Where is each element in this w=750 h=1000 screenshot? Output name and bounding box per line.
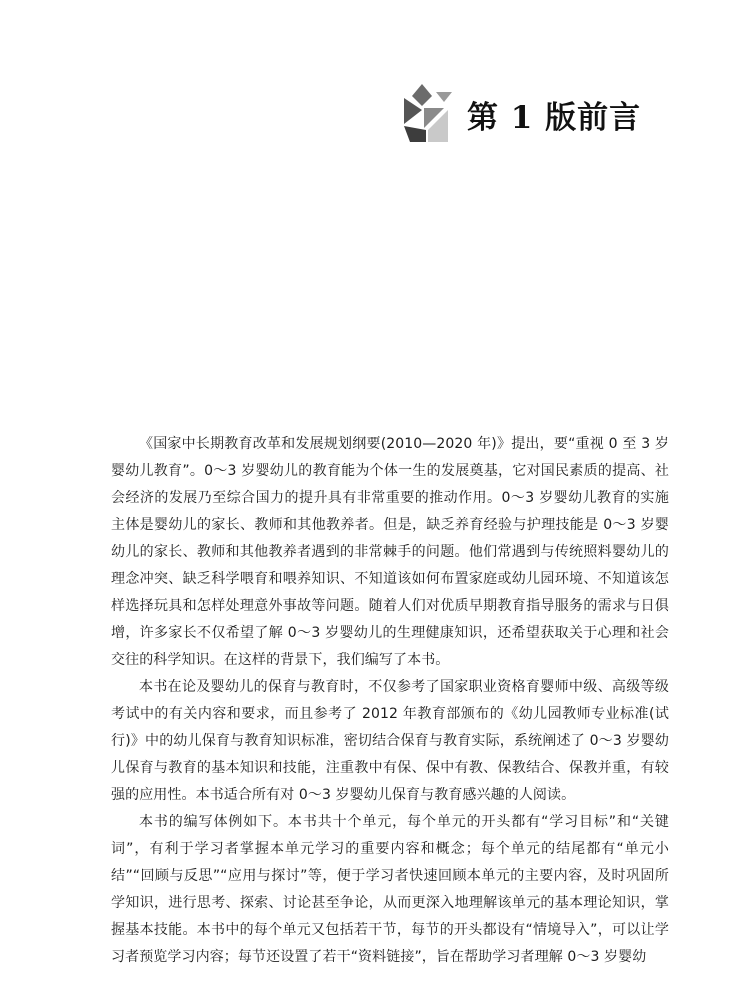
paragraph-3: 本书的编写体例如下。本书共十个单元，每个单元的开头都有“学习目标”和“关键词”，有利于学习者掌握本单元学习的重要内容和概念；每个单元的结尾都有“单元小结”“回顾与反思”“应用与探讨”等，便于学习者快速回顾本单元的主要内容，及时巩固所学知识，进行思考、探索、讨论甚至争论，从而更深入地理解该单元的基本理论知识，掌握基本技能。本书中的每个单元又包括若干节，每节的开头都设有“情境导入”，可以让学习者预览学习内容；每节还设置了若干“资料链接”，旨在帮助学习者理解 0～3 岁婴幼	[111, 814, 669, 965]
paragraph-2: 本书在论及婴幼儿的保育与教育时，不仅参考了国家职业资格育婴师中级、高级等级考试中的有关内容和要求，而且参考了 2012 年教育部颁布的《幼儿园教师专业标准(试行)》中的幼儿保育与教育知识标准，密切结合保育与教育实际，系统阐述了 0～3 岁婴幼儿保育与教育的基本知识和技能，注重教中有保、保中有教、保教结合、保教并重，有较强的应用性。本书适合所有对 0～3 岁婴幼儿保育与教育感兴趣的人阅读。	[111, 679, 669, 803]
paragraph-1: 《国家中长期教育改革和发展规划纲要(2010—2020 年)》提出，要“重视 0 至 3 岁婴幼儿教育”。0～3 岁婴幼儿的教育能为个体一生的发展奠基，它对国民素质的提高、社会经济的发展乃至综合国力的提升具有非常重要的推动作用。0～3 岁婴幼儿教育的实施主体是婴幼儿的家长、教师和其他教养者。但是，缺乏养育经验与护理技能是 0～3 岁婴幼儿的家长、教师和其他教养者遇到的非常棘手的问题。他们常遇到与传统照料婴幼儿的理念冲突、缺乏科学喂育和喂养知识、不知道该如何布置家庭或幼儿园环境、不知道该怎样选择玩具和怎样处理意外事故等问题。随着人们对优质早期教育指导服务的需求与日俱增，许多家长不仅希望了解 0～3 岁婴幼儿的生理健康知识，还希望获取关于心理和社会交往的科学知识。在这样的背景下，我们编写了本书。	[111, 436, 669, 668]
preface-body	[111, 431, 669, 971]
tangram-logo-icon	[404, 84, 464, 144]
chapter-title: 第 1 版前言	[467, 100, 642, 136]
chapter-header	[404, 84, 724, 144]
